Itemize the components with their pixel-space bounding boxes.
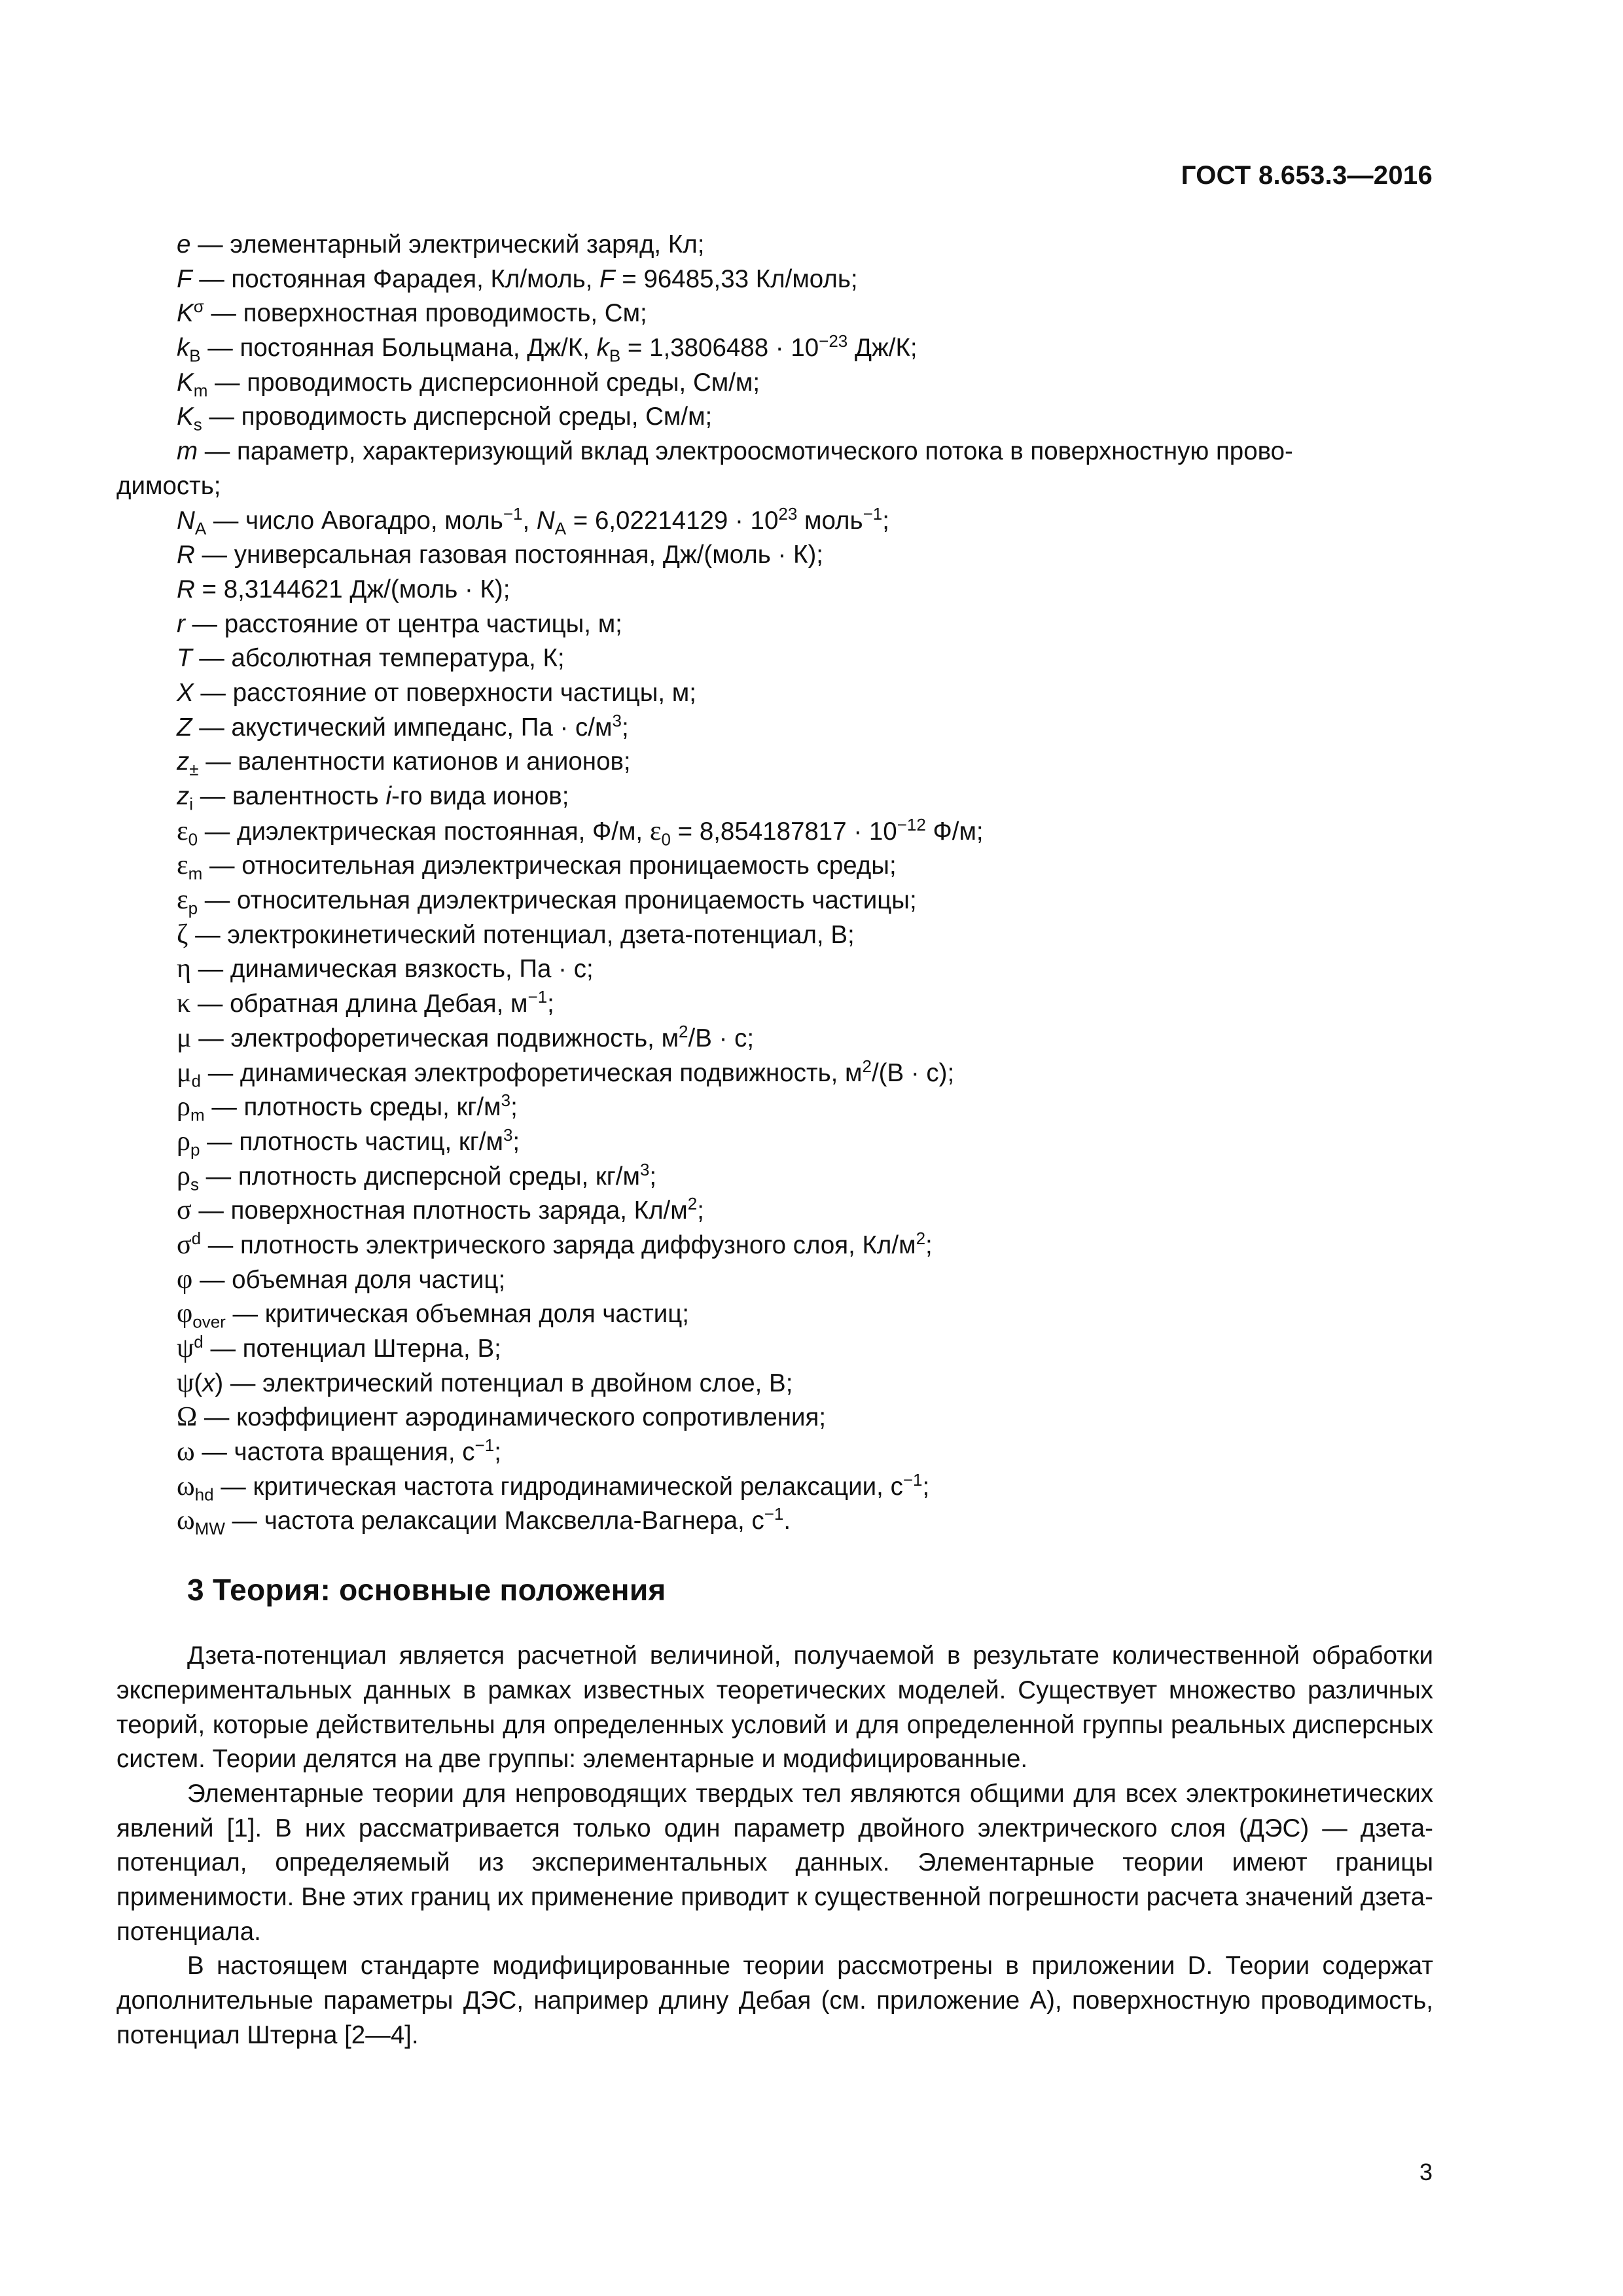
definition-text: — акустический импеданс, Па · с/м xyxy=(192,713,613,742)
symbol-definition xyxy=(116,331,1433,366)
symbol-definition xyxy=(116,1297,1433,1331)
symbol-greek: φ xyxy=(177,1264,193,1295)
symbol-sym: T xyxy=(177,644,192,673)
symbol-greek: ω xyxy=(177,1437,195,1467)
symbol-sub: m xyxy=(193,380,208,401)
definition-text: — потенциал Штерна, В; xyxy=(203,1335,501,1363)
symbol-definition xyxy=(116,711,1433,745)
symbol-definition xyxy=(116,814,1433,849)
definition-continuation: димость; xyxy=(116,471,221,500)
definition-text: — постоянная Больцмана, Дж/К, xyxy=(200,334,597,363)
definition-text: = 1,3806488 · 10 xyxy=(620,334,819,363)
symbol-definition xyxy=(116,1159,1433,1194)
symbol-sub: 0 xyxy=(188,829,198,850)
definition-text: /(В · с); xyxy=(871,1058,955,1087)
symbol-greek: ω xyxy=(177,1471,195,1501)
symbol-sym: F xyxy=(177,264,192,293)
symbol-definition xyxy=(116,676,1433,711)
symbol-definition xyxy=(116,1056,1433,1090)
symbol-sub: m xyxy=(190,1105,205,1125)
definition-text: — электрокинетический потенциал, дзета-потенциал, В; xyxy=(188,920,855,949)
definition-text: — число Авогадро, моль xyxy=(206,506,503,535)
symbol-definition xyxy=(116,400,1433,435)
symbol-sup: −1 xyxy=(863,503,883,524)
symbol-sym: k xyxy=(177,334,190,363)
definition-text: = 6,02214129 · 10 xyxy=(566,506,779,535)
symbol-sub: i xyxy=(189,794,194,814)
symbol-sup: −1 xyxy=(764,1504,784,1524)
symbol-sup: 2 xyxy=(916,1229,926,1249)
symbol-sym: R xyxy=(177,575,195,603)
symbol-definition xyxy=(116,1263,1433,1297)
definition-text: — плотность частиц, кг/м xyxy=(200,1127,503,1156)
symbol-sub: MW xyxy=(194,1519,225,1539)
definition-text: — относительная диэлектрическая проницаемость среды; xyxy=(202,852,897,880)
definition-text: — проводимость дисперсной среды, См/м; xyxy=(202,403,713,431)
symbol-sub: 0 xyxy=(661,829,671,850)
symbol-definition xyxy=(116,883,1433,918)
symbol-definition xyxy=(116,986,1433,1021)
symbol-sub: B xyxy=(189,346,201,366)
definition-text: — относительная диэлектрическая проницаемость частицы; xyxy=(198,886,917,915)
definition-text: ; xyxy=(547,990,554,1018)
page-content xyxy=(116,228,1433,2053)
symbol-definition xyxy=(116,262,1433,297)
definition-text: ; xyxy=(925,1230,933,1259)
paragraph: Элементарные теории для непроводящих твердых тел являются общими для всех электрокинетических явлений [1]. В них рассматривается только один параметр двойного электрического слоя (ДЭС) — дзета-потенциал, определяемый из экспериментальных данных. Элементарные теории имеют границы применимости. Вне этих границ их применение приводит к существенной погрешности расчета значений дзета-потенциала. xyxy=(116,1779,1433,1946)
symbol-definition xyxy=(116,504,1433,539)
symbol-greek: ρ xyxy=(177,1160,190,1191)
symbol-sub: ± xyxy=(189,760,199,780)
symbol-definition xyxy=(116,296,1433,331)
definition-text: , xyxy=(522,506,537,535)
symbol-sup: d xyxy=(191,1229,202,1249)
definition-text: — частота вращения, с xyxy=(194,1438,475,1467)
symbol-sup: 3 xyxy=(612,710,622,730)
symbol-greek: η xyxy=(177,954,191,984)
symbol-definition xyxy=(116,1469,1433,1504)
symbol-sup: 3 xyxy=(503,1125,513,1145)
definition-text: Дж/К; xyxy=(847,334,918,363)
definition-text: — коэффициент аэродинамического сопротивления; xyxy=(197,1403,827,1432)
symbol-definition xyxy=(116,228,1433,262)
definition-text: ; xyxy=(494,1438,501,1467)
symbol-greek: ε xyxy=(649,816,662,846)
symbol-sym: K xyxy=(177,299,194,328)
symbol-sym: N xyxy=(177,506,195,535)
symbol-sub: over xyxy=(192,1312,226,1333)
symbol-sub: p xyxy=(190,1139,200,1160)
definition-text: ; xyxy=(697,1196,704,1225)
section-title: 3 Теория: основные положения xyxy=(187,1573,666,1607)
paragraph: В настоящем стандарте модифицированные теории рассмотрены в приложении D. Теории содержат дополнительные параметры ДЭС, например длину Дебая (см. приложение А), поверхностную проводимость, потенциал Штерна [2—4]. xyxy=(116,1952,1433,2049)
symbol-greek: ω xyxy=(177,1505,195,1536)
definition-text: — валентности катионов и анионов; xyxy=(198,747,631,776)
symbol-greek: ε xyxy=(177,816,188,846)
symbol-definition xyxy=(116,1435,1433,1469)
definition-text: ; xyxy=(510,1093,518,1122)
symbol-definition xyxy=(116,1021,1433,1056)
definition-text: — поверхностная плотность заряда, Кл/м xyxy=(191,1196,688,1225)
symbol-sup: −1 xyxy=(527,987,548,1007)
definition-text: — плотность электрического заряда диффузного слоя, Кл/м xyxy=(201,1230,916,1259)
symbol-greek: ρ xyxy=(177,1092,190,1122)
definition-text: ) — электрический потенциал в двойном слое, В; xyxy=(215,1369,793,1397)
symbol-sym: K xyxy=(177,368,194,397)
definition-text: -го вида ионов; xyxy=(391,782,569,811)
definition-text: = 96485,33 Кл/моль; xyxy=(615,264,858,293)
symbol-greek: ρ xyxy=(177,1126,190,1157)
symbol-sym: N xyxy=(536,506,555,535)
symbol-sym: r xyxy=(177,609,185,638)
symbol-sub: hd xyxy=(194,1484,214,1505)
symbol-sup: −1 xyxy=(902,1469,923,1490)
symbol-definition xyxy=(116,538,1433,573)
definition-text: Ф/м; xyxy=(925,817,984,846)
definition-text: — диэлектрическая постоянная, Ф/м, xyxy=(198,817,650,846)
definition-text: — параметр, характеризующий вклад электроосмотического потока в поверхностную прово- xyxy=(198,437,1293,466)
symbol-definition xyxy=(116,1193,1433,1228)
symbol-sym: i xyxy=(385,782,392,811)
definition-text: — частота релаксации Максвелла-Вагнера, с xyxy=(224,1507,764,1535)
symbol-definition xyxy=(116,918,1433,952)
definition-text: = 8,3144621 Дж/(моль · К); xyxy=(194,575,510,603)
definition-text: ; xyxy=(882,506,889,535)
definition-text: — обратная длина Дебая, м xyxy=(190,990,528,1018)
symbol-sub: s xyxy=(190,1174,199,1194)
symbol-sup: 2 xyxy=(687,1194,698,1214)
symbol-sym: k xyxy=(596,334,609,363)
symbol-sym: x xyxy=(202,1369,215,1397)
definition-text: ; xyxy=(512,1127,520,1156)
symbol-definition xyxy=(116,848,1433,883)
symbol-sup: 2 xyxy=(862,1056,872,1076)
symbol-greek: ε xyxy=(177,885,188,916)
definition-text: — универсальная газовая постоянная, Дж/(моль · К); xyxy=(194,541,823,569)
definition-text: ; xyxy=(649,1162,657,1191)
symbol-definition xyxy=(116,641,1433,676)
symbol-greek: Ω xyxy=(177,1402,198,1433)
symbol-sym: m xyxy=(177,437,198,466)
symbol-sup: 23 xyxy=(778,503,798,524)
symbol-sup: 3 xyxy=(639,1159,650,1179)
symbol-definition xyxy=(116,1503,1433,1538)
symbol-sym: z xyxy=(177,782,190,811)
symbol-sup: −23 xyxy=(819,331,848,351)
symbol-sup: −1 xyxy=(474,1435,495,1456)
symbol-definition xyxy=(116,366,1433,401)
symbol-sym: z xyxy=(177,747,190,776)
symbol-definition xyxy=(116,573,1433,607)
symbol-definition xyxy=(116,952,1433,986)
symbol-definition xyxy=(116,780,1433,814)
symbol-greek: μ xyxy=(177,1022,192,1053)
definition-text: — расстояние от поверхности частицы, м; xyxy=(193,678,696,707)
definition-text: — плотность среды, кг/м xyxy=(204,1093,501,1122)
paragraph: Дзета-потенциал является расчетной величиной, получаемой в результате количественной обработки экспериментальных данных в рамках известных теоретических моделей. Существует множество различных теорий, которые действительны для определенных условий и для определенной группы реальных дисперсных систем. Теории делятся на две группы: элементарные и модифицированные. xyxy=(116,1641,1433,1774)
definition-text: /В · с; xyxy=(688,1024,755,1052)
symbol-sup: −1 xyxy=(503,503,523,524)
symbol-greek: κ xyxy=(177,988,191,1019)
symbol-sup: σ xyxy=(193,296,204,317)
symbol-greek: ψ xyxy=(177,1367,194,1398)
symbol-list xyxy=(116,228,1433,1538)
symbol-definition xyxy=(116,1400,1433,1435)
symbol-sub: m xyxy=(188,864,203,884)
definition-text: — динамическая вязкость, Па · с; xyxy=(190,955,594,984)
definition-text: моль xyxy=(797,506,863,535)
symbol-greek: φ xyxy=(177,1299,193,1329)
definition-text: — элементарный электрический заряд, Кл; xyxy=(190,230,705,259)
definition-text: — валентность xyxy=(193,782,386,811)
definition-text: — критическая объемная доля частиц; xyxy=(225,1300,689,1329)
symbol-definition xyxy=(116,1124,1433,1159)
definition-text: ; xyxy=(621,713,629,742)
symbol-definition xyxy=(116,1331,1433,1366)
symbol-sup: 3 xyxy=(501,1090,511,1111)
symbol-sym: K xyxy=(177,403,194,431)
definition-text: — критическая частота гидродинамической релаксации, с xyxy=(213,1472,903,1501)
definition-text: — проводимость дисперсионной среды, См/м; xyxy=(207,368,760,397)
definition-text: — электрофоретическая подвижность, м xyxy=(191,1024,679,1052)
symbol-definition xyxy=(116,435,1433,503)
page-number: 3 xyxy=(1419,2159,1433,2185)
definition-text: — постоянная Фарадея, Кл/моль, xyxy=(192,264,600,293)
symbol-sym: X xyxy=(177,678,194,707)
definition-text: — динамическая электрофоретическая подвижность, м xyxy=(201,1058,863,1087)
symbol-greek: σ xyxy=(177,1195,192,1226)
symbol-sup: 2 xyxy=(679,1022,688,1042)
definition-text: — объемная доля частиц; xyxy=(192,1265,506,1294)
symbol-sym: R xyxy=(177,541,195,569)
symbol-sub: A xyxy=(194,518,207,539)
symbol-greek: ζ xyxy=(177,919,188,950)
symbol-definition xyxy=(116,1228,1433,1263)
symbol-greek: μ xyxy=(177,1057,192,1088)
symbol-definition xyxy=(116,1090,1433,1124)
symbol-sup: d xyxy=(194,1332,204,1352)
symbol-sym: e xyxy=(177,230,191,259)
symbol-definition xyxy=(116,1366,1433,1401)
document-code: ГОСТ 8.653.3—2016 xyxy=(1181,161,1433,190)
symbol-greek: σ xyxy=(177,1229,192,1260)
definition-text: — абсолютная температура, К; xyxy=(192,644,565,673)
symbol-sym: F xyxy=(599,264,615,293)
symbol-sub: d xyxy=(191,1071,201,1091)
symbol-sym: Z xyxy=(177,713,192,742)
definition-text: . xyxy=(783,1507,791,1535)
definition-text: ( xyxy=(194,1369,203,1397)
symbol-sup: −12 xyxy=(897,814,926,834)
symbol-sub: p xyxy=(188,898,198,918)
definition-text: — поверхностная проводимость, См; xyxy=(204,299,647,328)
symbol-greek: ψ xyxy=(177,1333,194,1364)
definition-text: — расстояние от центра частицы, м; xyxy=(185,609,622,638)
definition-text: — плотность дисперсной среды, кг/м xyxy=(198,1162,640,1191)
symbol-sub: A xyxy=(554,518,567,539)
symbol-sub: B xyxy=(609,346,621,366)
symbol-greek: ε xyxy=(177,850,188,881)
definition-text: = 8,854187817 · 10 xyxy=(670,817,897,846)
symbol-definition xyxy=(116,607,1433,642)
symbol-sub: s xyxy=(193,415,202,435)
definition-text: ; xyxy=(922,1472,930,1501)
symbol-definition xyxy=(116,745,1433,780)
